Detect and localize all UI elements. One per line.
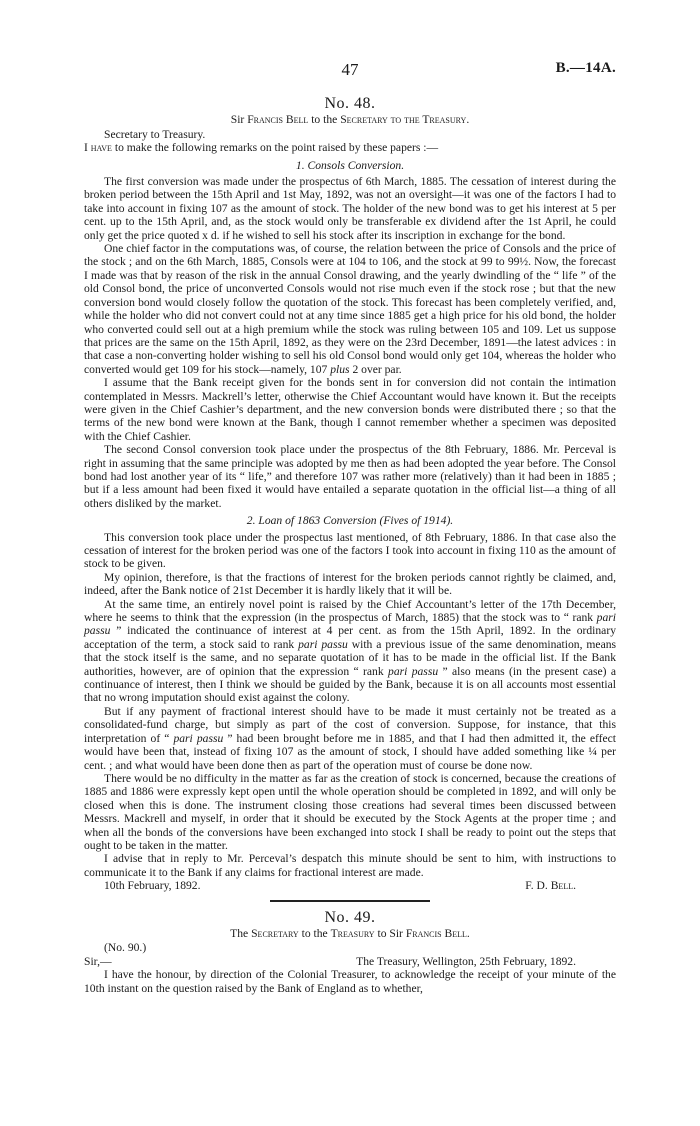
caption-text: Secretary — [251, 926, 299, 940]
paragraph: The first conversion was made under the prospectus of 6th March, 1885. The cessation of interest during the broken period between the 15th April and 1st May, 1892, was not an oversight—it was one of the factors I had to take into account in fixing 107 as the amount of stock. The holder of the new bond was to get his interest at 5 per cent. up to the 15th April, and, as the stock would only be transferable ex dividend after the 1st April, he could only get the price quoted x d. if he wished to sell his stock after its inscription in exchange for the bond. — [84, 175, 616, 242]
paragraph-text: At the same time, an entirely novel point is raised by the Chief Accountant’s letter of the 17th December, where he seems to think that the expression (in the prospectus of March, 1885) that the stock was to “ rank — [84, 597, 616, 625]
paragraph-text: But if any payment of fractional interest should have to be made it must certainly not be treated as a consolidated-fund charge, but simply as part of the cost of conversion. Suppose, for instance, that this interpretation of “ — [84, 704, 616, 745]
page-header — [84, 60, 616, 82]
section-heading-consols: 1. Consols Conversion. — [295, 158, 405, 172]
doc48-signature: F. D. Bell. — [525, 879, 576, 893]
paragraph-text: with a previous issue of the same denomination, means that the stock itself is the same, and no separate quotation of it has to be made in the official list. If the Bank authorities, however, are of opinion that the expression “ rank — [84, 637, 617, 678]
intro-lead: I have — [84, 141, 112, 155]
paragraph — [84, 598, 616, 705]
caption-text: . — [466, 113, 470, 127]
doc49-caption — [84, 927, 616, 940]
doc48-signoff — [84, 879, 616, 892]
caption-text: Treasury — [330, 926, 375, 940]
paragraph-italic: pari passu — [173, 731, 224, 745]
doc48-date: 10th February, 1892. — [104, 879, 201, 893]
paragraph: My opinion, therefore, is that the fractions of interest for the broken periods cannot rightly be claimed, and, indeed, after the Bank notice of 21st December it is hardly likely that it will be. — [84, 570, 616, 598]
doc48-intro — [84, 141, 616, 154]
doc49-reference: (No. 90.) — [104, 941, 147, 955]
paragraph: I have the honour, by direction of the Colonial Treasurer, to acknowledge the receipt of your minute of the 10th instant on the question raised by the Bank of England as to whether, — [84, 968, 616, 995]
doc49-salutation-row — [84, 955, 616, 968]
paragraph — [84, 705, 616, 772]
doc48-addressee: Secretary to Treasury. — [104, 127, 206, 141]
section-divider — [270, 900, 430, 902]
caption-text: Francis Bell — [247, 113, 309, 127]
paragraph: The second Consol conversion took place under the prospectus of the 8th February, 1886. Mr. Perceval is right in assuming that the same principle was adopted by me then as had been adopted the year before. The Consol bond had lost another year of its “ life,” and therefore 107 was rather more (relatively) than it had been in 1885 ; but if a less amount had been fixed it would have entailed a separate quotation in the official list—a thing of all others disliked by the market. — [84, 443, 616, 510]
doc48-number: No. 48. — [324, 95, 376, 112]
caption-text: to the — [308, 113, 341, 127]
document-reference: B.—14A. — [555, 60, 616, 76]
caption-text: to Sir — [374, 926, 406, 940]
paragraph-text: ” had been brought before me in 1885, and that I had then admitted it, the effect would have been that, instead of fixing 107 as the amount of stock, I should have added something like ¼ per cent. ; and what would have been done then as part of the operation must of course be done now. — [84, 731, 616, 772]
paragraph: This conversion took place under the prospectus last mentioned, of 8th February, 1886. In that case also the cessation of interest for the broken period was one of the factors I took into account in fixing 110 as the amount of stock to be given. — [84, 530, 616, 571]
paragraph-italic: pari passu — [388, 664, 439, 678]
paragraph: There would be no difficulty in the matter as far as the creation of stock is concerned, because the creations of 1885 and 1886 were expressly kept open until the whole operation should be completed in 1892, and will only be closed when this is done. The instrument closing those creations had several times been discussed between Messrs. Mackrell and myself, in order that it should be executed by the Stock Agents at the proper time ; and when all the bonds of the conversions have been exchanged into stock I shall be ready to point out the steps that ought to be taken in the matter. — [84, 771, 616, 852]
page-number: 47 — [341, 60, 359, 79]
caption-text: Francis Bell — [405, 926, 467, 940]
caption-text: Secretary to the Treasury — [340, 113, 467, 127]
paragraph-text: ” indicated the continuance of interest at 4 per cent. as from the 15th April, 1892. In the ordinary acceptation of the term, a stock said to rank — [84, 624, 616, 651]
caption-text: Sir — [230, 113, 248, 127]
paragraph-italic: pari passu — [298, 637, 348, 651]
caption-text: The — [230, 926, 252, 940]
doc49-number: No. 49. — [324, 908, 376, 926]
paragraph — [84, 242, 616, 376]
caption-text: . — [466, 926, 470, 940]
intro-text: to make the following remarks on the point raised by these papers :— — [111, 141, 439, 155]
paragraph: I advise that in reply to Mr. Perceval’s despatch this minute should be sent to him, with instructions to communicate it to the Bank if any claims for fractional interest are made. — [84, 852, 616, 879]
caption-text: to the — [298, 926, 331, 940]
doc49-address: The Treasury, Wellington, 25th February, 1892. — [356, 954, 576, 968]
section-heading-loan: 2. Loan of 1863 Conversion (Fives of 1914). — [246, 514, 454, 528]
doc48-caption — [84, 113, 616, 126]
doc49-salutation: Sir,— — [84, 954, 112, 968]
paragraph-italic: plus — [330, 362, 350, 376]
paragraph-text: ” also means (in the present case) a continuance of interest, then I think we should be guided by the Bank, because it is on all accounts most essential that no wrong imputation should exist against the colony. — [84, 664, 617, 705]
paragraph-text: One chief factor in the computations was, of course, the relation between the price of Consols and the price of the stock ; and on the 6th March, 1885, Consols were at 104 to 106, and the stock at 99 to 99½. Now, the forecast I made was that by reason of the risk in the annual Consol drawing, and the yearly dwindling of the “ life ” of the old Consol bond, the price of unconverted Consols would not rise much even if the stock rose ; but that the new conversion bond would closely follow the quotation of the stock. This forecast has been completely verified, and, while the holder who did not convert could not at any time since 1885 get a high price for his old bond, the holder who converted could sell out at a high premium while the stock was ruling between 105 and 109. Let us suppose that prices are the same on the 15th April, 1892, as they were on the 23rd December, 1891—the latest advices : in that case a non-converting holder wishing to sell his old Consol bond would only get 104, whereas the holder who converted would get 109 for his stock—namely, 107 — [84, 242, 616, 376]
paragraph-text: 2 over par. — [349, 362, 402, 376]
paragraph: I assume that the Bank receipt given for the bonds sent in for conversion did not contain the intimation contemplated in Messrs. Mackrell’s letter, otherwise the Chief Accountant would have known it. But the receipts were given in the Chief Cashier’s department, and the new conversion bonds were distributed there ; so that the terms of the new bond were known at the Bank, though I cannot remember whether a specimen was deposited with the Chief Cashier. — [84, 376, 616, 443]
paragraph-italic: pari passu — [84, 611, 616, 638]
document-body — [84, 95, 616, 995]
